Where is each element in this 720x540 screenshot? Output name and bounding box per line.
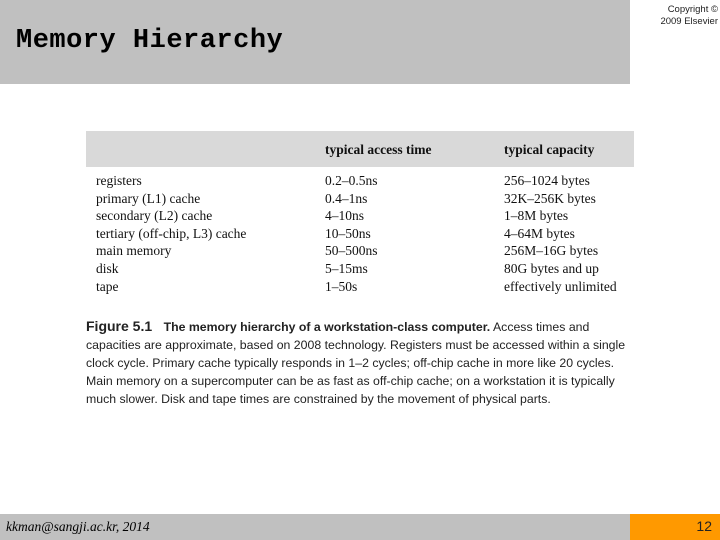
table-row: [86, 261, 634, 279]
slide-title: Memory Hierarchy: [16, 26, 284, 56]
level-cell: secondary (L2) cache: [96, 208, 213, 224]
table-body: [86, 167, 634, 296]
copyright-line-1: Copyright ©: [667, 4, 718, 15]
capacity-cell: 256–1024 bytes: [504, 173, 590, 188]
page-number: 12: [696, 518, 712, 534]
table-row: [86, 243, 634, 261]
header-capacity: typical capacity: [504, 142, 595, 157]
capacity-cell: effectively unlimited: [504, 278, 617, 294]
footer-bar: [0, 514, 630, 540]
memory-hierarchy-table: [86, 131, 634, 296]
level-cell: tape: [96, 278, 119, 294]
capacity-cell: 4–64M bytes: [504, 225, 575, 241]
table-header: [86, 131, 634, 167]
level-cell: primary (L1) cache: [96, 190, 201, 206]
access-time-cell: 5–15ms: [325, 260, 368, 276]
figure-body: Access times and capacities are approximate, based on 2008 technology. Registers must be accessed within a single clock cycle. Primary cache typically responds in 1–2 cycles; off-chip cache in more like 20 cycles. Main memory on a supercomputer can be as fast as off-chip cache; on a workstation it is typically much slower. Disk and tape times are constrained by the movement of physical parts.: [86, 320, 626, 406]
table-row: [86, 191, 634, 209]
access-time-cell: 50–500ns: [325, 243, 378, 259]
page-number-box: [630, 514, 720, 540]
access-time-cell: 4–10ns: [325, 208, 365, 224]
access-time-cell: 1–50s: [325, 278, 358, 294]
table-row: [86, 208, 634, 226]
table-row: [86, 279, 634, 297]
access-time-cell: 10–50ns: [325, 225, 371, 241]
capacity-cell: 80G bytes and up: [504, 260, 599, 276]
capacity-cell: 32K–256K bytes: [504, 190, 596, 206]
capacity-cell: 256M–16G bytes: [504, 243, 599, 259]
table-row: [86, 173, 634, 191]
figure-caption: [86, 317, 634, 408]
footer-author: kkman@sangji.ac.kr, 2014: [6, 519, 150, 534]
capacity-cell: 1–8M bytes: [504, 208, 569, 224]
access-time-cell: 0.2–0.5ns: [325, 173, 378, 188]
level-cell: tertiary (off-chip, L3) cache: [96, 225, 247, 241]
figure-label: Figure 5.1: [86, 318, 153, 334]
header-access-time: typical access time: [325, 142, 432, 157]
copyright-notice: [628, 4, 718, 28]
copyright-line-2: 2009 Elsevier: [660, 16, 718, 27]
figure-heading: The memory hierarchy of a workstation-class computer.: [163, 320, 491, 334]
level-cell: registers: [96, 173, 142, 188]
title-bar: [0, 0, 630, 84]
access-time-cell: 0.4–1ns: [325, 190, 368, 206]
level-cell: main memory: [96, 243, 172, 259]
level-cell: disk: [96, 260, 119, 276]
table-row: [86, 226, 634, 244]
